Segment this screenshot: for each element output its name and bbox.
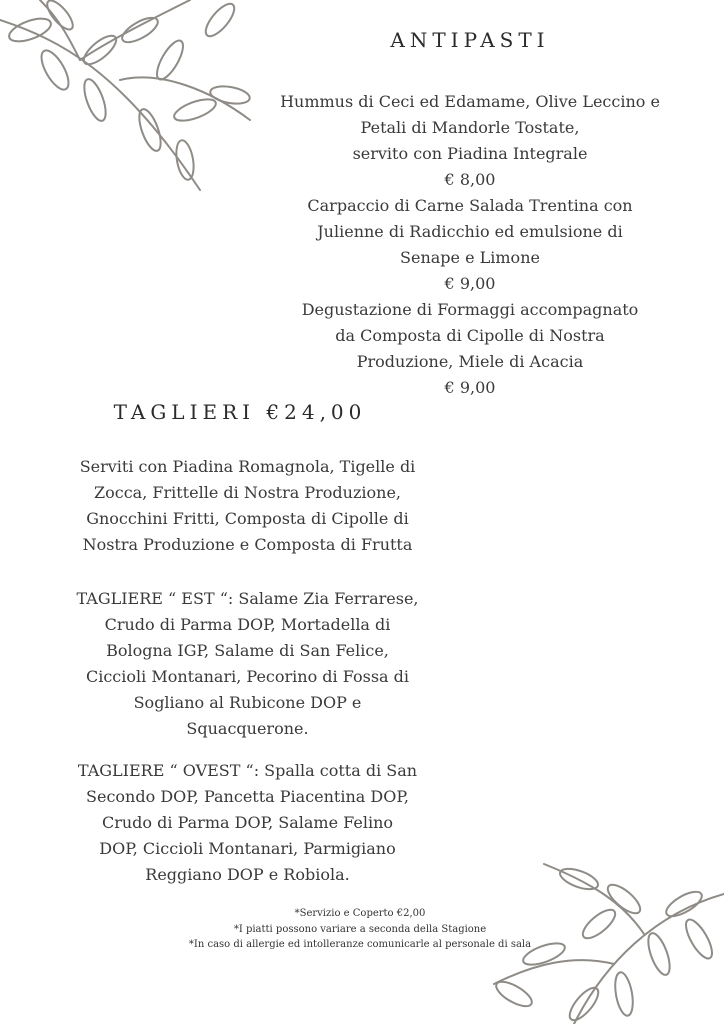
- item-description: Degustazione di Formaggi accompagnato da Composta di Cipolle di Nostra Produzione, Miele di Acacia: [301, 300, 639, 371]
- olive-branch-top-icon: [0, 0, 270, 200]
- tagliere-ovest: TAGLIERE “ OVEST “: Spalla cotta di San Secondo DOP, Pancetta Piacentina DOP, Crudo di Parma DOP, Salame Felino DOP, Ciccioli Montanari, Parmigiano Reggiano DOP e Robiola.: [77, 761, 418, 884]
- tagliere-est: TAGLIERE “ EST “: Salame Zia Ferrarese, Crudo di Parma DOP, Mortadella di Bologna IGP, Salame di San Felice, Ciccioli Montanari, Pecorino di Fossa di Sogliano al Rubicone DOP e Squacquerone.: [76, 589, 419, 738]
- antipasti-title: ANTIPASTI: [390, 28, 550, 52]
- item-price: € 9,00: [444, 378, 496, 397]
- footer-notes: *Servizio e Coperto €2,00 *I piatti possono variare a seconda della Stagione *In caso di allergie ed intolleranze comunicarle al personale di sala: [188, 908, 532, 950]
- taglieri-title: TAGLIERI €24,00: [113, 400, 367, 424]
- item-description: Hummus di Ceci ed Edamame, Olive Leccino e Petali di Mandorle Tostate, servito con Piadina Integrale: [280, 92, 660, 163]
- item-description: Carpaccio di Carne Salada Trentina con Julienne di Radicchio ed emulsione di Senape e Limone: [307, 196, 633, 267]
- item-price: € 8,00: [444, 170, 496, 189]
- taglieri-intro: Serviti con Piadina Romagnola, Tigelle di Zocca, Frittelle di Nostra Produzione, Gnocchini Fritti, Composta di Cipolle di Nostra Produzione e Composta di Frutta: [79, 457, 416, 554]
- item-price: € 9,00: [444, 274, 496, 293]
